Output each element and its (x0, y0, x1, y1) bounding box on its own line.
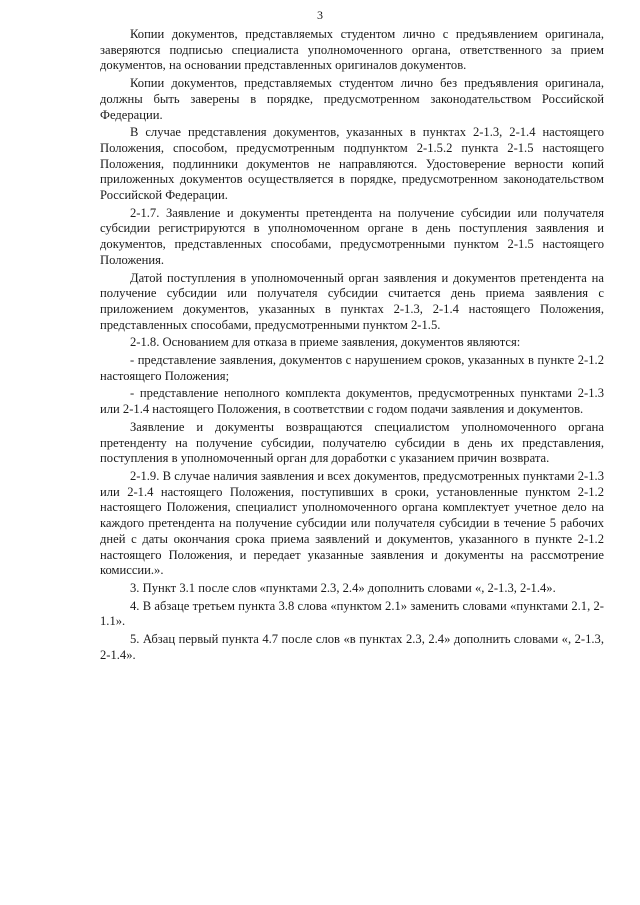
paragraph: Копии документов, представляемых студентом лично с предъявлением оригинала, заверяются подписью специалиста уполномоченного органа, ответственного за прием документов, на основании представленных оригиналов документов. (100, 27, 604, 73)
paragraph: 2-1.8. Основанием для отказа в приеме заявления, документов являются: (130, 335, 521, 350)
amendment-item: 3. Пункт 3.1 после слов «пунктами 2.3, 2.4» дополнить словами «, 2-1.3, 2-1.4». (130, 580, 556, 595)
amendment-item: 4. В абзаце третьем пункта 3.8 слова «пунктом 2.1» заменить словами «пунктами 2.1, 2-1.1». (100, 598, 604, 629)
paragraph: Копии документов, представляемых студентом лично без предъявления оригинала, должны быть заверены в порядке, предусмотренном законодательством Российской Федерации. (100, 76, 604, 122)
amendment-item: 5. Абзац первый пункта 4.7 после слов «в пунктах 2.3, 2.4» дополнить словами «, 2-1.3, 2-1.4». (100, 632, 604, 662)
list-item: - представление неполного комплекта документов, предусмотренных пунктами 2-1.3 или 2-1.4 настоящего Положения, в соответствии с годом подачи заявления и документов. (100, 386, 604, 417)
paragraph: В случае представления документов, указанных в пунктах 2-1.3, 2-1.4 настоящего Положения, способом, предусмотренным подпунктом 2-1.5.2 пункта 2-1.5 настоящего Положения, подлинники документов не направляются. Удостоверение верности копий приложенных документов осуществляется в порядке, предусмотренном законодательством Российской Федерации. (100, 125, 604, 203)
page-number: 3 (317, 8, 323, 22)
paragraph: 2-1.7. Заявление и документы претендента на получение субсидии или получателя субсидии регистрируются в уполномоченном органе в день поступления заявления и документов, представленных способами, предусмотренными пунктом 2-1.5 настоящего Положения. (100, 205, 604, 267)
paragraph: 2-1.9. В случае наличия заявления и всех документов, предусмотренных пунктами 2-1.3 или 2-1.4 настоящего Положения, поступивших в сроки, установленные пунктом 2-1.2 настоящего Положения, специалист уполномоченного органа комплектует учетное дело на каждого претендента на получение субсидии или получателя субсидии в течение 5 рабочих дней с даты окончания срока приема заявлений и документов, указанного в пункте 2-1.2 настоящего Положения, и передает указанные заявления и документы на рассмотрение комиссии.». (100, 468, 604, 578)
list-item: - представление заявления, документов с нарушением сроков, указанных в пункте 2-1.2 настоящего Положения; (100, 353, 604, 383)
document-body (100, 27, 604, 665)
paragraph: Заявление и документы возвращаются специалистом уполномоченного органа претенденту на получение субсидии, получателю субсидии в день их представления, поступления в уполномоченный орган для доработки с указанием причин возврата. (100, 419, 604, 466)
paragraph: Датой поступления в уполномоченный орган заявления и документов претендента на получение субсидии или получателя субсидии считается день приема заявления с приложением документов, указанных в пунктах 2-1.3, 2-1.4 настоящего Положения, представленных способами, предусмотренными пунктом 2-1.5. (100, 270, 604, 332)
